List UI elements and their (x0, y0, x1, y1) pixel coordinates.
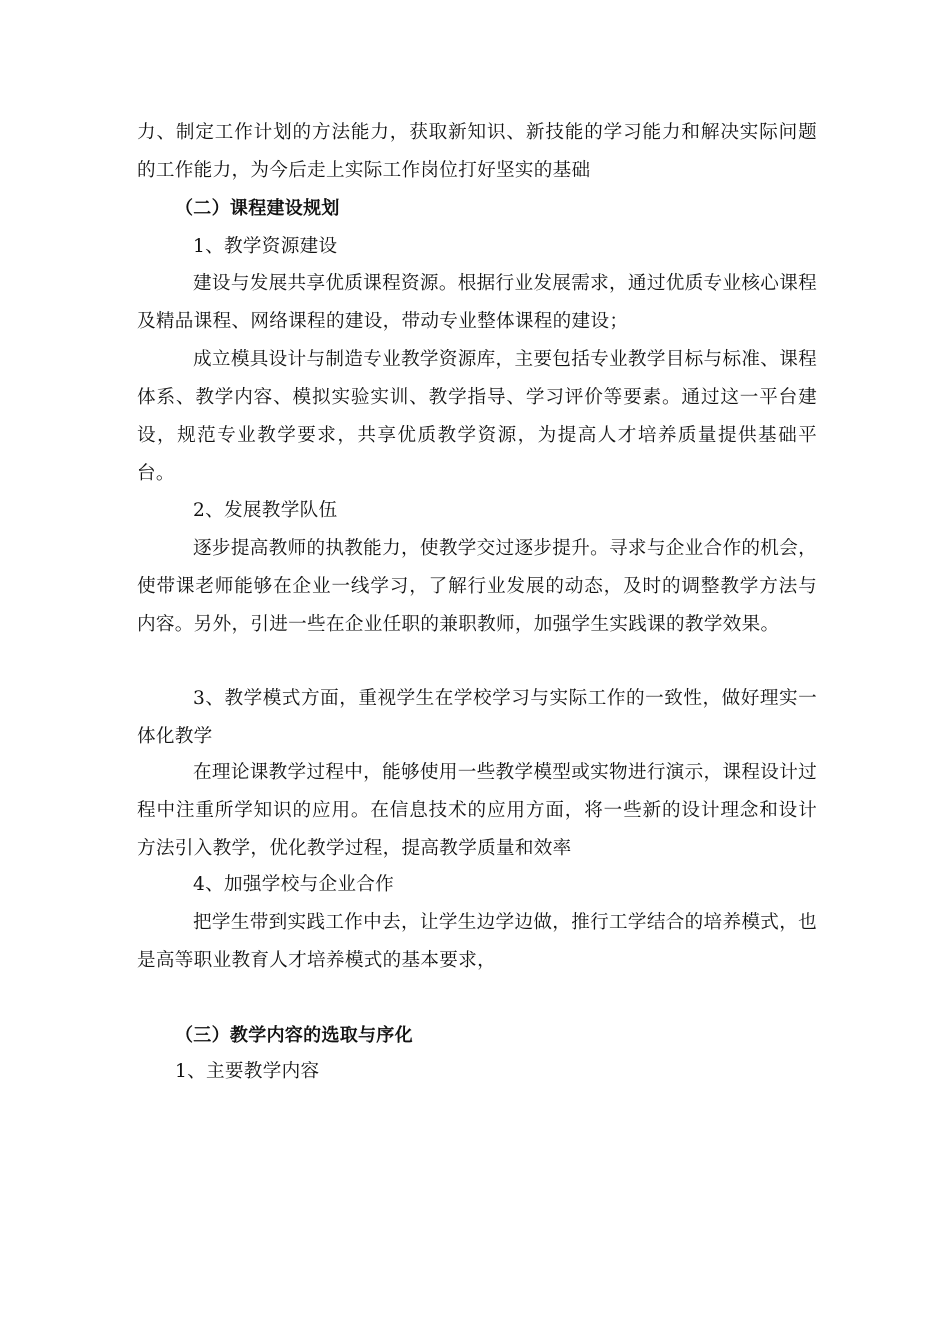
paragraph-teaching-resources-2: 成立模具设计与制造专业教学资源库，主要包括专业教学目标与标准、课程体系、教学内容、模拟实验实训、教学指导、学习评价等要素。通过这一平台建设，规范专业教学要求，共享优质教学资源，为提高人才培养质量提供基础平台。 (137, 349, 817, 484)
paragraph-intro: 力、制定工作计划的方法能力，获取新知识、新技能的学习能力和解决实际问题的工作能力，为今后走上实际工作岗位打好坚实的基础 (137, 122, 817, 181)
paragraph-teaching-mode-title: 3、教学模式方面，重视学生在学校学习与实际工作的一致性，做好理实一体化教学 (137, 688, 817, 747)
item-heading-teaching-resources: 1、教学资源建设 (193, 236, 338, 257)
sub-heading-main-content: 1、主要教学内容 (175, 1061, 320, 1082)
section-heading-content-selection: （三）教学内容的选取与序化 (175, 1025, 413, 1046)
item-heading-teaching-team: 2、发展教学队伍 (193, 500, 338, 521)
paragraph-teaching-resources-1: 建设与发展共享优质课程资源。根据行业发展需求，通过优质专业核心课程及精品课程、网络课程的建设，带动专业整体课程的建设； (137, 273, 817, 332)
item-heading-school-enterprise: 4、加强学校与企业合作 (193, 874, 395, 895)
section-heading-course-planning: （二）课程建设规划 (175, 198, 340, 219)
paragraph-teaching-mode: 在理论课教学过程中，能够使用一些教学模型或实物进行演示，课程设计过程中注重所学知识的应用。在信息技术的应用方面，将一些新的设计理念和设计方法引入教学，优化教学过程，提高教学质量和效率 (137, 762, 817, 859)
paragraph-teaching-team: 逐步提高教师的执教能力，使教学交过逐步提升。寻求与企业合作的机会，使带课老师能够在企业一线学习，了解行业发展的动态，及时的调整教学方法与内容。另外，引进一些在企业任职的兼职教师，加强学生实践课的教学效果。 (137, 538, 817, 635)
paragraph-school-enterprise: 把学生带到实践工作中去，让学生边学边做，推行工学结合的培养模式，也是高等职业教育人才培养模式的基本要求， (137, 912, 817, 971)
